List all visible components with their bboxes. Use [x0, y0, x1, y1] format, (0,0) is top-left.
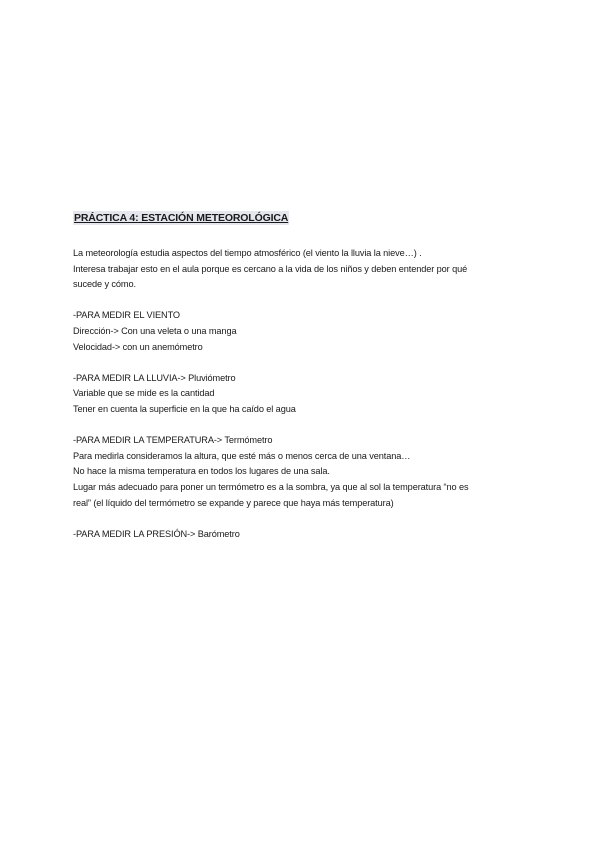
section-line: Lugar más adecuado para poner un termómetro es a la sombra, ya que al sol la temperatura “no es [73, 481, 469, 492]
section-heading-temperature: -PARA MEDIR LA TEMPERATURA-> Termómetro [73, 435, 273, 446]
section-line: Variable que se mide es la cantidad [73, 388, 215, 399]
spacer [73, 226, 533, 246]
section-line: Dirección-> Con una veleta o una manga [73, 325, 237, 336]
section-pressure [73, 527, 533, 543]
section-line: Tener en cuenta la superficie en la que ha caído el agua [73, 403, 296, 414]
document-title: PRÁCTICA 4: ESTACIÓN METEOROLÓGICA [74, 212, 289, 224]
section-line: Velocidad-> con un anemómetro [73, 341, 203, 352]
section-heading-pressure: -PARA MEDIR LA PRESIÓN-> Barómetro [73, 528, 240, 539]
section-heading-wind: -PARA MEDIR EL VIENTO [73, 310, 180, 321]
intro-paragraph [73, 246, 533, 293]
section-temperature [73, 433, 533, 511]
spacer [73, 355, 533, 371]
spacer [73, 418, 533, 434]
intro-line: sucede y cómo. [73, 279, 136, 290]
document-content [73, 208, 533, 542]
section-line: Para medirla consideramos la altura, que esté más o menos cerca de una ventana… [73, 450, 411, 461]
section-rain [73, 371, 533, 418]
section-line: No hace la misma temperatura en todos los lugares de una sala. [73, 466, 330, 477]
section-heading-rain: -PARA MEDIR LA LLUVIA-> Pluviómetro [73, 372, 236, 383]
spacer [73, 293, 533, 309]
spacer [73, 511, 533, 527]
intro-line: Interesa trabajar esto en el aula porque es cercano a la vida de los niños y deben entender por qué [73, 263, 468, 274]
section-line: real” (el líquido del termómetro se expande y parece que haya más temperatura) [73, 497, 394, 508]
section-wind [73, 308, 533, 355]
intro-line: La meteorología estudia aspectos del tiempo atmosférico (el viento la lluvia la nieve…) . [73, 248, 422, 258]
